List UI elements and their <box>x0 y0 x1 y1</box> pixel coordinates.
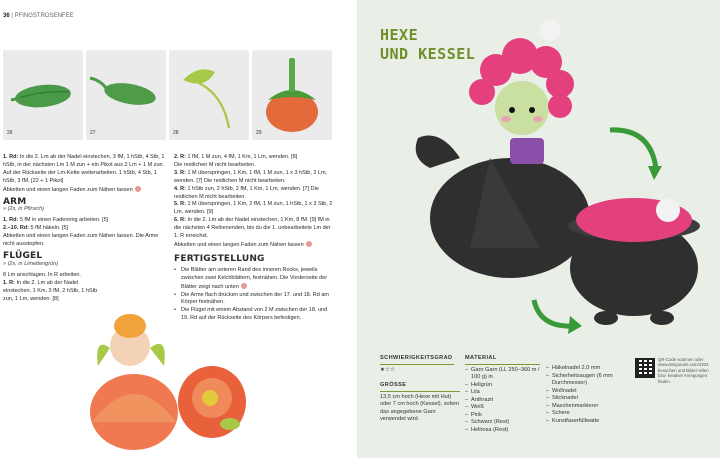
material-item: – Lila <box>465 389 540 397</box>
arm-note: Abketten und einen langen Faden zum Nähen lassen. Die Arme nicht ausstopfen. <box>3 233 159 248</box>
difficulty-heading: SCHWIERIGKEITSGRAD <box>380 355 454 365</box>
size-heading: GRÖSSE <box>380 382 460 392</box>
qr-code[interactable] <box>635 358 655 378</box>
material-heading: MATERIAL <box>465 355 540 365</box>
material-item: – Schwarz (Rest) <box>465 419 540 427</box>
finishing-heading: FERTIGSTELLUNG <box>174 253 265 264</box>
finishing-step-1: • Die Blätter am unteren Rand des inneren Rocks, jeweils zwischen zwei Kelchblättern, festnähen. Die Vorderseite der Blätter zeigt nach unten <box>174 267 334 292</box>
size-block <box>380 382 460 424</box>
wing-row-1: 1. R: In die 2. Lm ab der Nadel einstechen, 1 Km, 3 fM, 2 hStb, 1 hStb zun, 1 Lm, wenden. [8] <box>3 279 98 302</box>
step-photo-26: 26 <box>3 50 83 140</box>
step-photo-27: 27 <box>86 50 166 140</box>
difficulty-stars: ★☆☆ <box>380 366 396 373</box>
tool-item: – Kunstfaserfüllwatte <box>546 418 628 426</box>
wing-setup: 8 Lm anschlagen. In R arbeiten. <box>3 271 81 278</box>
instructions-column-2 <box>174 154 334 323</box>
tool-item: – Häkelnadel 2,0 mm <box>546 365 628 373</box>
step-photo-28: 28 <box>169 50 249 140</box>
tools-block <box>546 365 628 425</box>
material-item: – Pink <box>465 412 540 420</box>
row-6-note: Abketten und einen langen Faden zum Nähen lassen <box>174 241 334 250</box>
material-item: – Weiß <box>465 404 540 412</box>
tool-item: – Sicherheitsaugen (6 mm Durchmesser) <box>546 373 628 388</box>
tool-item: – Schere <box>546 410 628 418</box>
material-block <box>465 355 540 434</box>
arm-subtitle: » (2x, in Pfirsich) <box>3 206 44 213</box>
row-3: 3. R: 1 M überspringen, 1 Km, 1 fM, 1 M zun, 1 x 3 hStb, 2 Lm, wenden. [7] Die restlichen M nicht bearbeiten. <box>174 169 328 184</box>
row-4: 4. R: 1 hStb zun, 2 hStb, 2 fM, 1 Km, 1 Lm, wenden. [7] Die restlichen M nicht bearbeiten. <box>174 185 319 200</box>
left-page <box>0 0 357 458</box>
step-photo-29: 29 <box>252 50 332 140</box>
sewing-icon <box>306 241 312 247</box>
arm-row-2: 2.–10. Rd: 5 fM häkeln. [5] <box>3 225 69 232</box>
row-6: 6. R: In die 2. Lm ab der Nadel einstechen, 1 Km, 8 fM. [9] fM in die nächsten 4 Reihenenden, bis du die 1. unbearbeitete Lm der 1. R erreichst. <box>174 217 331 240</box>
pattern-title: HEXE UND KESSEL <box>380 26 476 63</box>
difficulty-block <box>380 355 454 374</box>
row-1: 1. Rd: In die 2. Lm ab der Nadel einstechen, 3 fM, 1 hStb, 4 Stb, 1 hStb, in der nächsten Lm 1 M zun + ein Pikot aus 2 Lm + 1 M zun. Auf der Rückseite der Lm-Kette weiterarbeiten. 1 hStb, 4 Stb, 1 hStb, 3 fM. [22 + 1 Pikot] <box>3 154 165 184</box>
instructions-column-1 <box>3 154 168 303</box>
finishing-step-3: • Die Flügel mit einem Abstand von 2 M zwischen der 18. und 19. Rd auf der Rückseite des Körpers befestigen. <box>174 307 334 323</box>
finish-note: Abketten und einen langen Faden zum Nähen lassen <box>3 186 168 195</box>
qr-caption: QR-Code scannen oder www.amigurumi.com/4303 besuchen und Bilder teilen bzw. kreative Anregungen finden. <box>658 357 709 384</box>
size-text: 13,5 cm hoch (Hexe mit Hut) oder 7 cm hoch (Kessel), sofern das angegebene Garn verwendet wird. <box>380 393 460 422</box>
page-number: 36 <box>3 13 10 19</box>
sewing-icon <box>135 186 141 192</box>
finishing-step-2: • Die Arme flach drücken und zwischen der 17. und 18. Rd am Körper festnähen. <box>174 292 334 308</box>
tool-item: – Maschenmarkierer <box>546 403 628 411</box>
arm-row-1: 1. Rd: 5 fM in einen Fadenring arbeiten. [5] <box>3 217 109 224</box>
row-5: 5. R: 1 M überspringen, 1 Km, 2 fM, 1 M zun, 1 hStb, 1 x 3 Stb, 2 Lm, wenden. [9] <box>174 201 333 216</box>
row-2: 2. R: 1 fM, 1 M zun, 4 fM, 1 Km, 1 Lm, wenden. [8] <box>174 154 298 160</box>
wing-subtitle: » (2x, in Limettengrün) <box>3 260 59 267</box>
material-item: – Garn Garn (LL 250–360 m / 100 g) in <box>465 367 540 382</box>
witch-and-cauldron-photo <box>410 18 720 348</box>
tool-item: – Wollnadel <box>546 388 628 396</box>
wing-heading: FLÜGEL <box>3 250 43 261</box>
fairy-doll-photo <box>80 306 250 456</box>
tool-item: – Sticknadel <box>546 395 628 403</box>
row-2-note: Die restlichen M nicht bearbeiten. <box>174 161 256 168</box>
sewing-icon <box>241 283 247 289</box>
arm-heading: ARM <box>3 196 27 207</box>
running-header: 36 | PFINGSTROSENFEE <box>3 13 74 19</box>
material-item: – Hellrosa (Rest) <box>465 427 540 435</box>
material-item: – Anthrazit <box>465 397 540 405</box>
material-item: – Hellgrün <box>465 382 540 390</box>
chapter-name: PFINGSTROSENFEE <box>14 13 74 19</box>
